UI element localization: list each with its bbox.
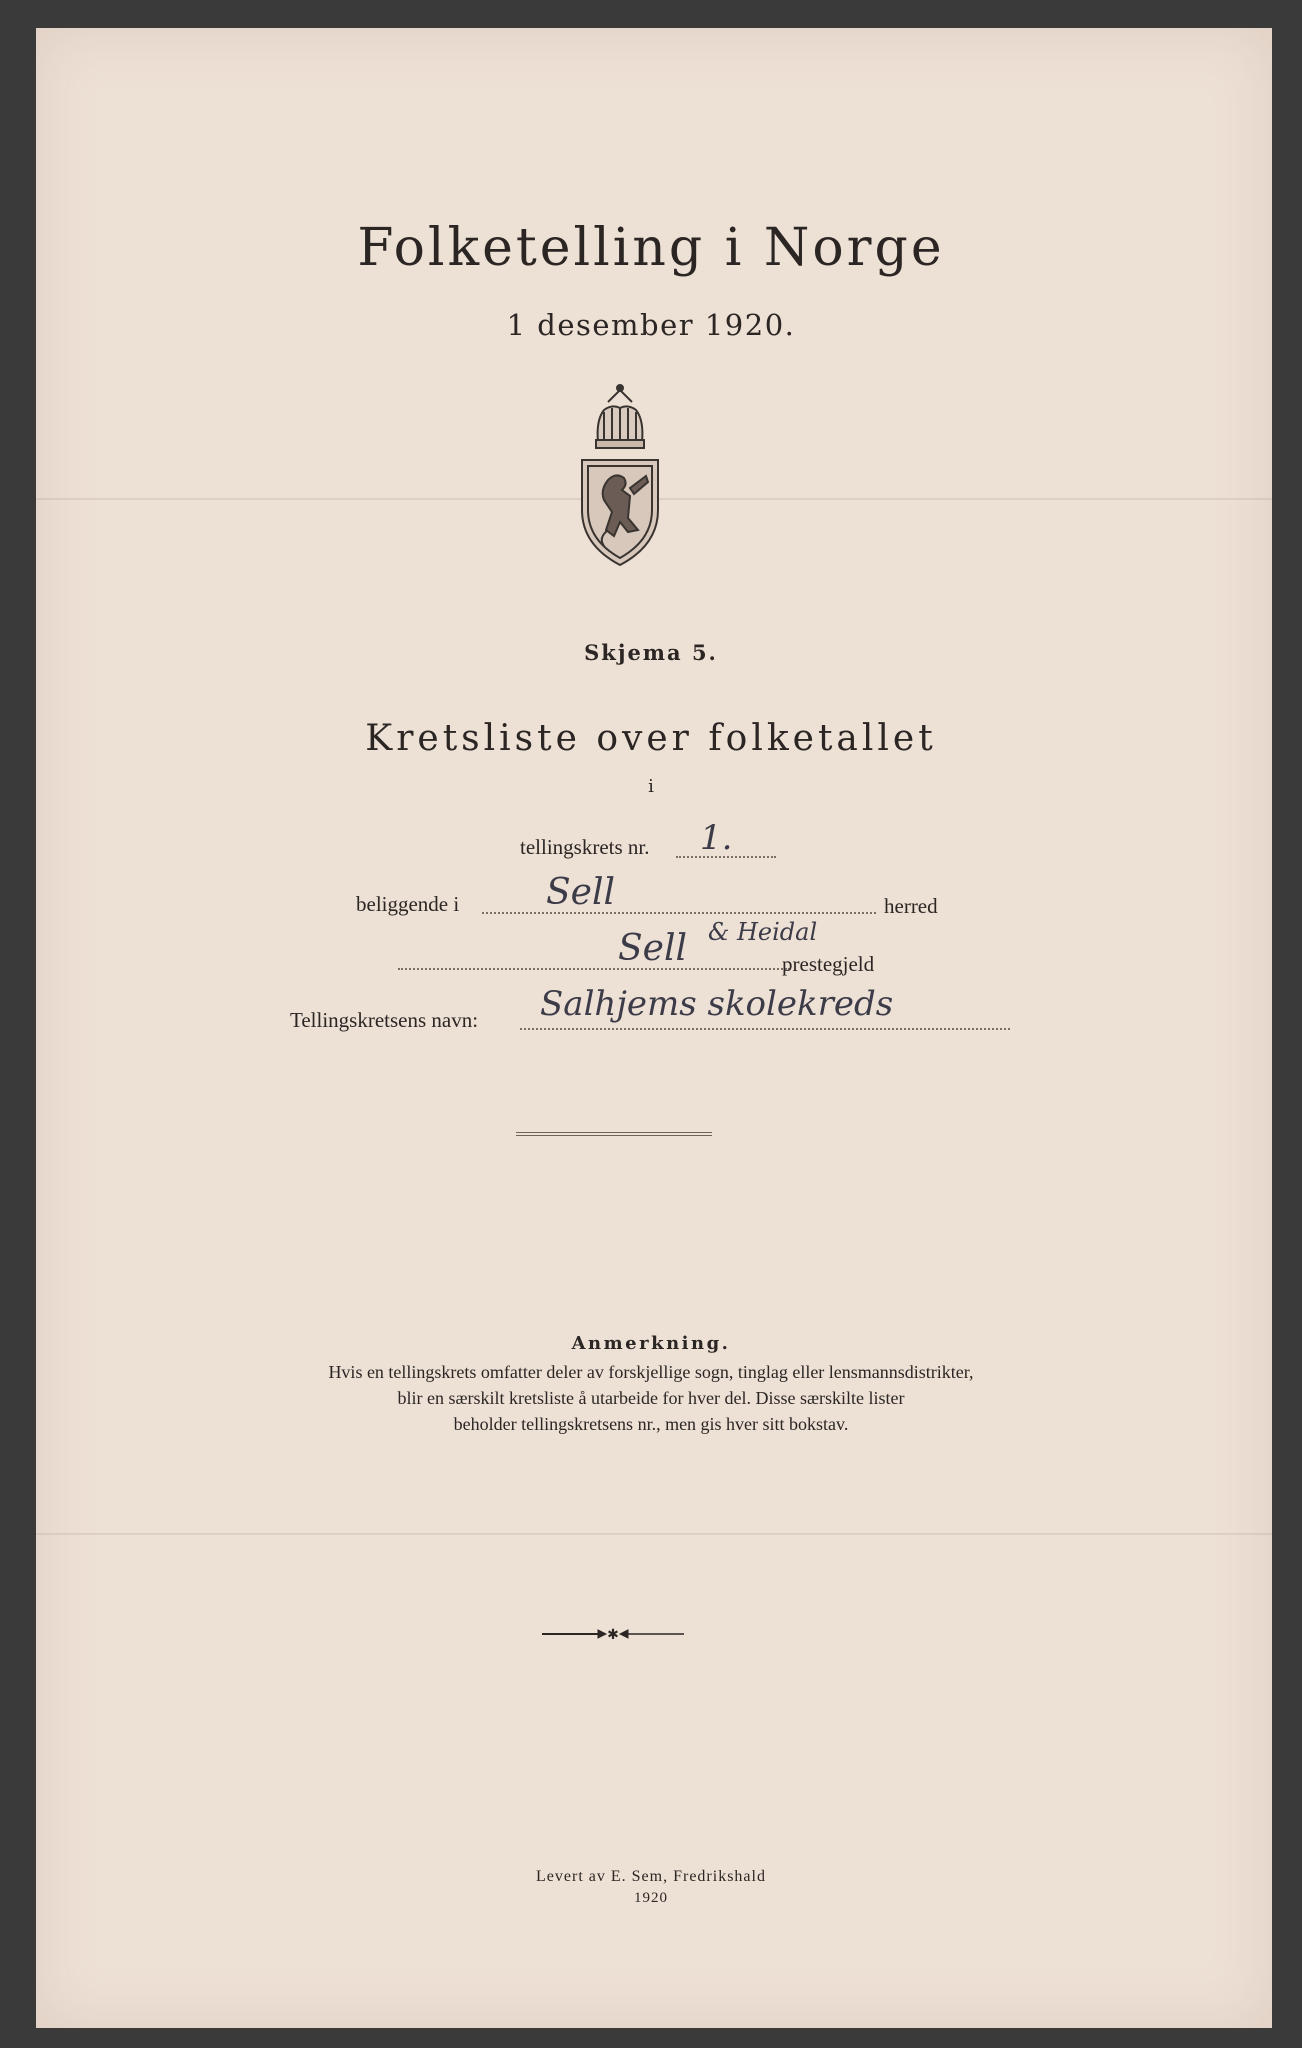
print-year: 1920 xyxy=(634,1890,668,1906)
note-heading: Anmerkning. xyxy=(571,1333,731,1354)
note-line-3: beholder tellingskretsens nr., men gis hver sitt bokstav. xyxy=(453,1414,849,1434)
paper-fold xyxy=(36,1533,1272,1535)
beliggende-value: Sell xyxy=(546,872,615,913)
note-line-1: Hvis en tellingskrets omfatter deler av forskjellige sogn, tinglag eller lensmannsdistrikter, xyxy=(328,1362,974,1382)
tellingskrets-label: tellingskrets nr. xyxy=(520,835,650,859)
kretsnavn-line xyxy=(520,1028,1010,1030)
preposition-i: i xyxy=(648,776,654,797)
svg-text:✱: ✱ xyxy=(607,1628,619,1640)
printer-credit: Levert av E. Sem, Fredrikshald xyxy=(536,1868,766,1885)
census-date: 1 desember 1920. xyxy=(506,308,796,342)
note-line-2: blir en særskilt kretsliste å utarbeide for hver del. Disse særskilte lister xyxy=(397,1388,905,1408)
norwegian-coat-of-arms-icon xyxy=(568,380,672,570)
prestegjeld-value: Sell xyxy=(618,928,687,969)
divider-rule xyxy=(516,1132,712,1136)
prestegjeld-value-extra: & Heidal xyxy=(708,918,818,946)
document-title: Folketelling i Norge xyxy=(357,218,945,278)
ornament-divider-icon xyxy=(538,1628,688,1640)
form-heading: Kretsliste over folketallet xyxy=(365,718,937,759)
schema-number: Skjema 5. xyxy=(584,640,718,665)
herred-label: herred xyxy=(884,894,938,918)
kretsnavn-value: Salhjems skolekreds xyxy=(540,984,894,1024)
kretsnavn-label: Tellingskretsens navn: xyxy=(290,1008,479,1032)
tellingskrets-value: 1. xyxy=(700,818,733,858)
beliggende-line xyxy=(482,912,876,914)
beliggende-label: beliggende i xyxy=(356,892,460,916)
prestegjeld-label: prestegjeld xyxy=(782,952,875,976)
prestegjeld-line xyxy=(398,968,790,970)
